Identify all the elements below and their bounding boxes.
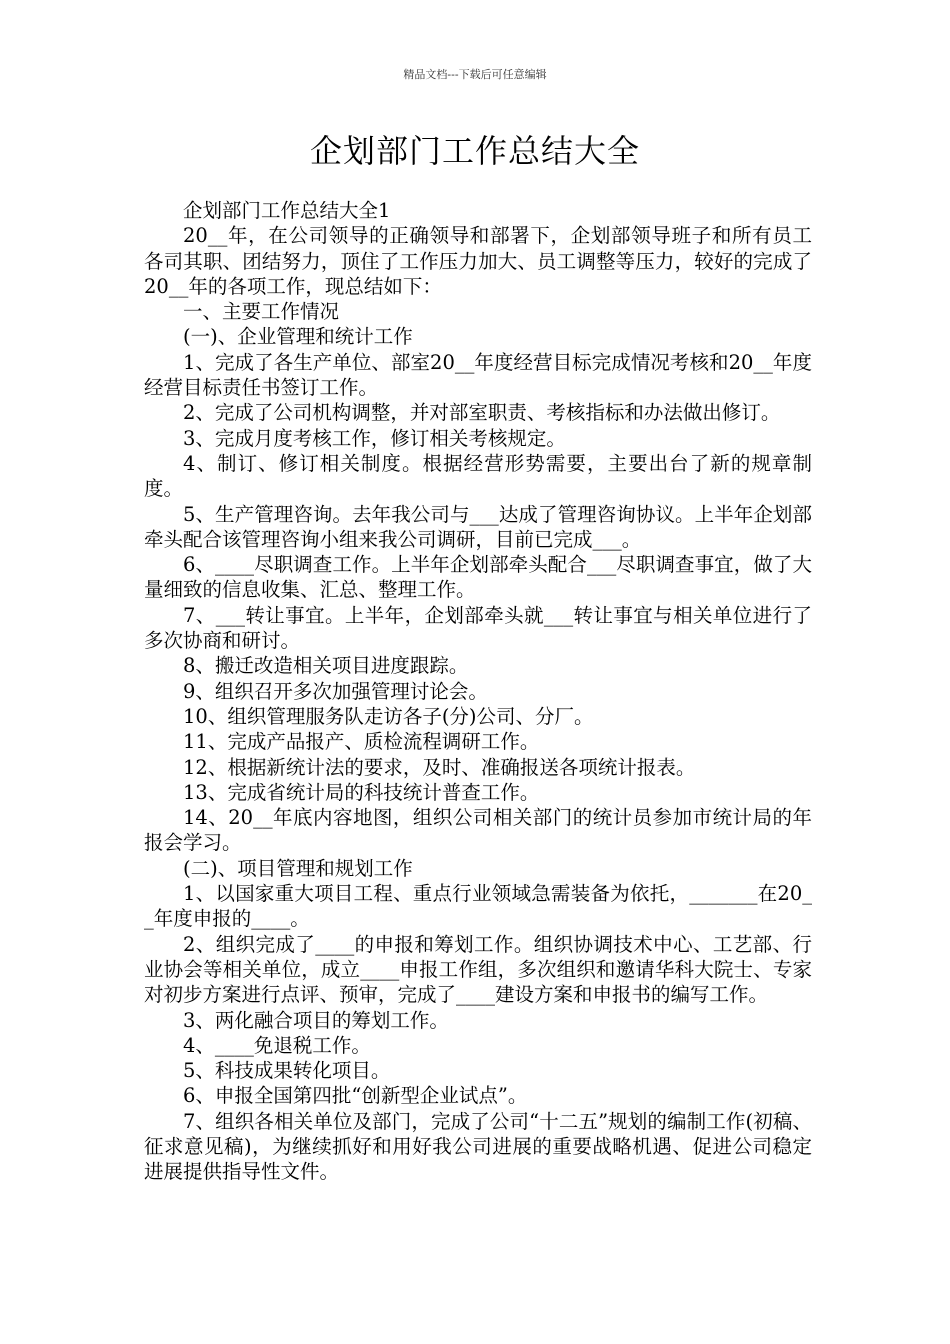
list-item: 7、___转让事宜。上半年，企划部牵头就___转让事宜与相关单位进行了多次协商和研讨。: [144, 603, 812, 653]
list-item: 6、申报全国第四批“创新型企业试点”。: [183, 1084, 528, 1108]
list-item: 10、组织管理服务队走访各子(分)公司、分厂。: [183, 704, 594, 728]
list-item: 8、搬迁改造相关项目进度跟踪。: [183, 654, 469, 678]
list-item: 6、____尽职调查工作。上半年企划部牵头配合___尽职调查事宜，做了大量细致的信息收集、汇总、整理工作。: [144, 553, 812, 602]
list-item: 7、组织各相关单位及部门，完成了公司“十二五”规划的编制工作(初稿、征求意见稿)，为继续抓好和用好我公司进展的重要战略机遇、促进公司稳定进展提供指导性文件。: [144, 1109, 812, 1184]
list-item: 13、完成省统计局的科技统计普查工作。: [183, 780, 540, 804]
list-item: 12、根据新统计法的要求，及时、准确报送各项统计报表。: [183, 755, 696, 779]
list-item: 14、20__年底内容地图，组织公司相关部门的统计员参加市统计局的年报会学习。: [144, 806, 812, 855]
list-item: 1、以国家重大项目工程、重点行业领域急需装备为依托，_______在20__年度申报的____。: [144, 882, 812, 931]
list-item: 5、生产管理咨询。去年我公司与___达成了管理咨询协议。上半年企划部牵头配合该管理咨询小组来我公司调研，目前已完成___。: [144, 502, 812, 551]
subsection-heading-management-statistics: (一)、企业管理和统计工作: [183, 325, 413, 349]
list-item: 3、完成月度考核工作，修订相关考核规定。: [183, 426, 566, 450]
document-title: 企划部门工作总结大全: [309, 132, 640, 170]
list-item: 1、完成了各生产单位、部室20__年度经营目标完成情况考核和20__年度经营目标责任书签订工作。: [144, 350, 812, 400]
list-item: 9、组织召开多次加强管理讨论会。: [183, 679, 488, 703]
list-item: 2、组织完成了____的申报和筹划工作。组织协调技术中心、工艺部、行业协会等相关单位，成立____申报工作组，多次组织和邀请华科大院士、专家对初步方案进行点评、预审，完成了____建设方案和申报书的编写工作。: [144, 932, 812, 1007]
section-heading-main-work: 一、主要工作情况: [183, 300, 340, 324]
list-item: 11、完成产品报产、质检流程调研工作。: [183, 730, 540, 754]
header-note: 精品文档---下载后可任意编辑: [403, 68, 547, 81]
paragraph-intro: 20__年，在公司领导的正确领导和部署下，企划部领导班子和所有员工各司其职、团结努力，顶住了工作压力加大、员工调整等压力，较好的完成了20__年的各项工作，现总结如下：: [144, 224, 812, 298]
paragraph-subtitle: 企划部门工作总结大全1: [183, 199, 391, 222]
list-item: 3、两化融合项目的筹划工作。: [183, 1008, 449, 1032]
list-item: 4、制订、修订相关制度。根据经营形势需要，主要出台了新的规章制度。: [144, 451, 812, 501]
list-item: 5、科技成果转化项目。: [183, 1059, 391, 1083]
document-body: [144, 198, 812, 1185]
list-item: 4、____免退税工作。: [183, 1033, 371, 1057]
list-item: 2、完成了公司机构调整，并对部室职责、考核指标和办法做出修订。: [183, 401, 781, 425]
subsection-heading-project-planning: (二)、项目管理和规划工作: [183, 856, 413, 880]
